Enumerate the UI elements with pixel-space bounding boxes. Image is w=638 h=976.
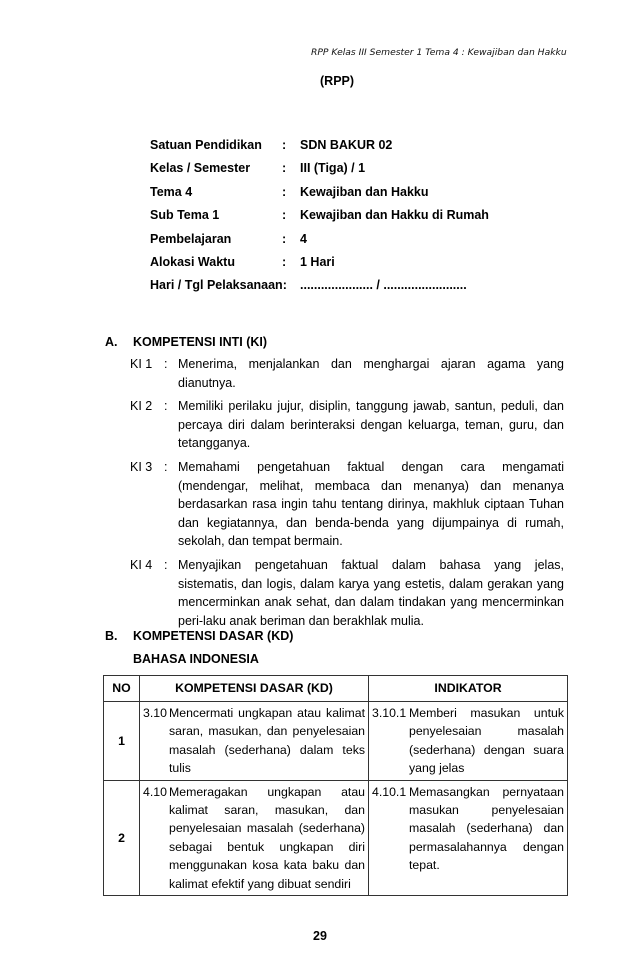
ki-colon: : [164, 557, 168, 572]
indicator-text: Memberi masukan untuk penyelesaian masalah (sederhana) dengan suara yang jelas [409, 706, 564, 776]
identity-value: 4 [300, 231, 307, 246]
identity-value: 1 Hari [300, 254, 335, 269]
identity-colon: : [282, 184, 287, 199]
ki-colon: : [164, 357, 168, 371]
kd-cell [140, 780, 369, 895]
indicator-cell [369, 780, 568, 895]
ki-colon: : [164, 399, 168, 414]
indicator-text: Memasangkan pernyataan masukan penyelesaian masalah (sederhana) dan permasalahannya dengan tepat. [409, 784, 564, 873]
column-header-no: NO [104, 676, 140, 702]
kd-text: Mencermati ungkapan atau kalimat saran, masukan, dan penyelesaian masalah (sederhana) dalam teks tulis [169, 706, 365, 776]
ki-item [130, 458, 564, 551]
identity-value: SDN BAKUR 02 [300, 138, 393, 152]
section-letter: A. [105, 335, 118, 349]
running-header: RPP Kelas III Semester 1 Tema 4 : Kewajiban dan Hakku [311, 47, 567, 58]
indicator-code: 3.10.1 [372, 706, 407, 720]
identity-colon: : [282, 161, 287, 176]
ki-list [130, 355, 564, 635]
identity-colon: : [282, 231, 287, 246]
document-label: (RPP) [320, 74, 355, 88]
identity-row [150, 232, 489, 255]
row-number: 2 [104, 780, 140, 895]
identity-label: Satuan Pendidikan [150, 138, 262, 152]
identity-row [150, 278, 489, 301]
ki-code: KI 2 [130, 399, 153, 414]
page-number: 29 [313, 929, 327, 943]
identity-label: Tema 4 [150, 184, 193, 199]
indicator-code: 4.10.1 [372, 784, 407, 799]
ki-code: KI 4 [130, 557, 153, 572]
ki-colon: : [164, 459, 168, 474]
kd-table [103, 675, 568, 896]
identity-label: Sub Tema 1 [150, 208, 220, 223]
identity-value: III (Tiga) / 1 [300, 161, 366, 176]
ki-code: KI 3 [130, 459, 153, 474]
ki-item [130, 556, 564, 630]
ki-text: Memiliki perilaku jujur, disiplin, tanggung jawab, santun, peduli, dan percaya diri dalam berinteraksi dengan keluarga, teman, guru, dan tetangganya. [178, 399, 564, 451]
ki-text: Memahami pengetahuan faktual dengan cara mengamati (mendengar, melihat, membaca dan menanya) dan menanya berdasarkan rasa ingin tahu tentang dirinya, makhluk ciptaan Tuhan dan kegiatannya, dan benda-benda yang dijumpainya di rumah, sekolah, dan tempat bermain. [178, 459, 564, 549]
table-row [104, 780, 568, 895]
identity-row [150, 138, 489, 161]
ki-text: Menyajikan pengetahuan faktual dalam bahasa yang jelas, sistematis, dan logis, dalam karya yang estetis, dalam gerakan yang mencerminkan anak sehat, dan dalam tindakan yang mencerminkan peri-laku anak beriman dan berakhlak mulia. [178, 557, 564, 628]
identity-row [150, 208, 489, 231]
identity-colon: : [282, 138, 287, 152]
identity-label: Alokasi Waktu [150, 254, 235, 269]
section-title: KOMPETENSI DASAR (KD) [133, 629, 294, 643]
identity-value: ..................... / ........................ [300, 278, 467, 293]
identity-colon: : [282, 208, 287, 223]
table-row [104, 702, 568, 781]
section-title: KOMPETENSI INTI (KI) [133, 335, 268, 349]
kd-text: Memeragakan ungkapan atau kalimat saran, masukan, dan penyelesaian masalah (sederhana) sebagai bentuk ungkapan diri menggunakan kosa kata baku dan kalimat efektif yang dibuat sendiri [169, 784, 365, 891]
identity-block [150, 138, 489, 302]
indicator-cell [369, 702, 568, 781]
table-header-row [104, 676, 568, 702]
identity-row [150, 255, 489, 278]
subject-title: BAHASA INDONESIA [133, 652, 259, 666]
identity-label: Kelas / Semester [150, 161, 251, 176]
column-header-indicator: INDIKATOR [369, 676, 568, 702]
identity-label: Hari / Tgl Pelaksanaan: [150, 278, 287, 293]
section-letter: B. [105, 629, 118, 643]
identity-label: Pembelajaran [150, 231, 232, 246]
ki-text: Menerima, menjalankan dan menghargai ajaran agama yang dianutnya. [178, 357, 564, 390]
kd-code: 4.10 [143, 784, 167, 799]
ki-code: KI 1 [130, 357, 153, 371]
identity-row [150, 185, 489, 208]
identity-colon: : [282, 254, 287, 269]
kd-code: 3.10 [143, 706, 167, 720]
ki-item [130, 355, 564, 392]
ki-item [130, 397, 564, 453]
identity-row [150, 161, 489, 184]
identity-value: Kewajiban dan Hakku di Rumah [300, 208, 489, 223]
row-number: 1 [104, 702, 140, 781]
kd-cell [140, 702, 369, 781]
identity-value: Kewajiban dan Hakku [300, 184, 429, 199]
column-header-kd: KOMPETENSI DASAR (KD) [140, 676, 369, 702]
